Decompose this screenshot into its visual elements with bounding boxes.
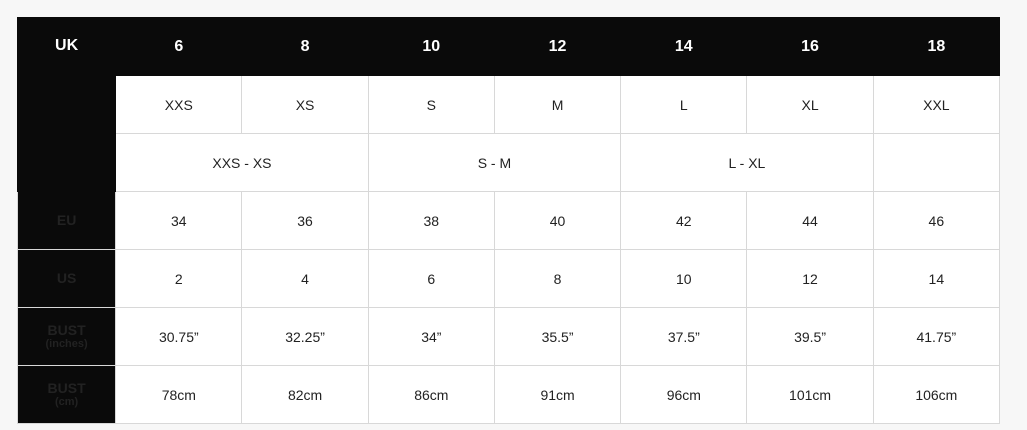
row-label-uk [18,18,116,76]
cell-bust-cm-2: 82cm [242,366,368,424]
cell-range-4 [873,134,999,192]
cell-bust-cm-7: 106cm [873,366,999,424]
cell-alpha-2: XS [242,76,368,134]
cell-us-6: 12 [747,250,873,308]
cell-bust-cm-5: 96cm [621,366,747,424]
cell-alpha-6: XL [747,76,873,134]
cell-eu-3: 38 [368,192,494,250]
table-row-eu [18,192,1000,250]
row-label-text: US [56,270,77,287]
table-row-alpha-size [18,76,1000,134]
cell-alpha-7: XXL [873,76,999,134]
cell-bust-in-5: 37.5” [621,308,747,366]
cell-range-1: XXS - XS [116,134,369,192]
row-label-text: UK [55,37,79,55]
cell-us-1: 2 [116,250,242,308]
cell-eu-6: 44 [747,192,873,250]
table-row-us [18,250,1000,308]
row-label-bust-cm [18,366,116,424]
cell-bust-in-3: 34” [368,308,494,366]
cell-eu-1: 34 [116,192,242,250]
row-label-text: EU [56,212,77,229]
cell-alpha-4: M [494,76,620,134]
cell-uk-2: 8 [242,18,368,76]
row-label-eu [18,192,116,250]
size-chart-container [17,17,1000,424]
cell-range-2: S - M [368,134,621,192]
cell-bust-in-2: 32.25” [242,308,368,366]
cell-bust-in-7: 41.75” [873,308,999,366]
cell-alpha-3: S [368,76,494,134]
table-row-uk [18,18,1000,76]
cell-us-4: 8 [494,250,620,308]
cell-bust-in-4: 35.5” [494,308,620,366]
row-label-bust-inches [18,308,116,366]
cell-bust-in-1: 30.75” [116,308,242,366]
cell-uk-7: 18 [873,18,999,76]
cell-eu-5: 42 [621,192,747,250]
cell-bust-cm-4: 91cm [494,366,620,424]
table-row-bust-cm [18,366,1000,424]
cell-uk-3: 10 [368,18,494,76]
row-label-us [18,250,116,308]
cell-eu-7: 46 [873,192,999,250]
cell-us-5: 10 [621,250,747,308]
cell-bust-cm-3: 86cm [368,366,494,424]
size-chart-table [17,17,1000,424]
cell-eu-4: 40 [494,192,620,250]
row-label-sublabel: (cm) [54,396,79,409]
cell-uk-1: 6 [116,18,242,76]
row-label-alpha-size [18,76,116,134]
table-row-bust-inches [18,308,1000,366]
cell-bust-in-6: 39.5” [747,308,873,366]
row-label-text: BUST [47,380,86,397]
cell-us-7: 14 [873,250,999,308]
row-label-sublabel: (inches) [45,338,88,351]
cell-us-2: 4 [242,250,368,308]
cell-eu-2: 36 [242,192,368,250]
cell-us-3: 6 [368,250,494,308]
row-label-text: BUST [47,322,86,339]
cell-bust-cm-6: 101cm [747,366,873,424]
cell-alpha-5: L [621,76,747,134]
cell-uk-5: 14 [621,18,747,76]
table-row-size-range [18,134,1000,192]
cell-alpha-1: XXS [116,76,242,134]
cell-uk-6: 16 [747,18,873,76]
cell-uk-4: 12 [494,18,620,76]
cell-bust-cm-1: 78cm [116,366,242,424]
row-label-size-range [18,134,116,192]
cell-range-3: L - XL [621,134,874,192]
